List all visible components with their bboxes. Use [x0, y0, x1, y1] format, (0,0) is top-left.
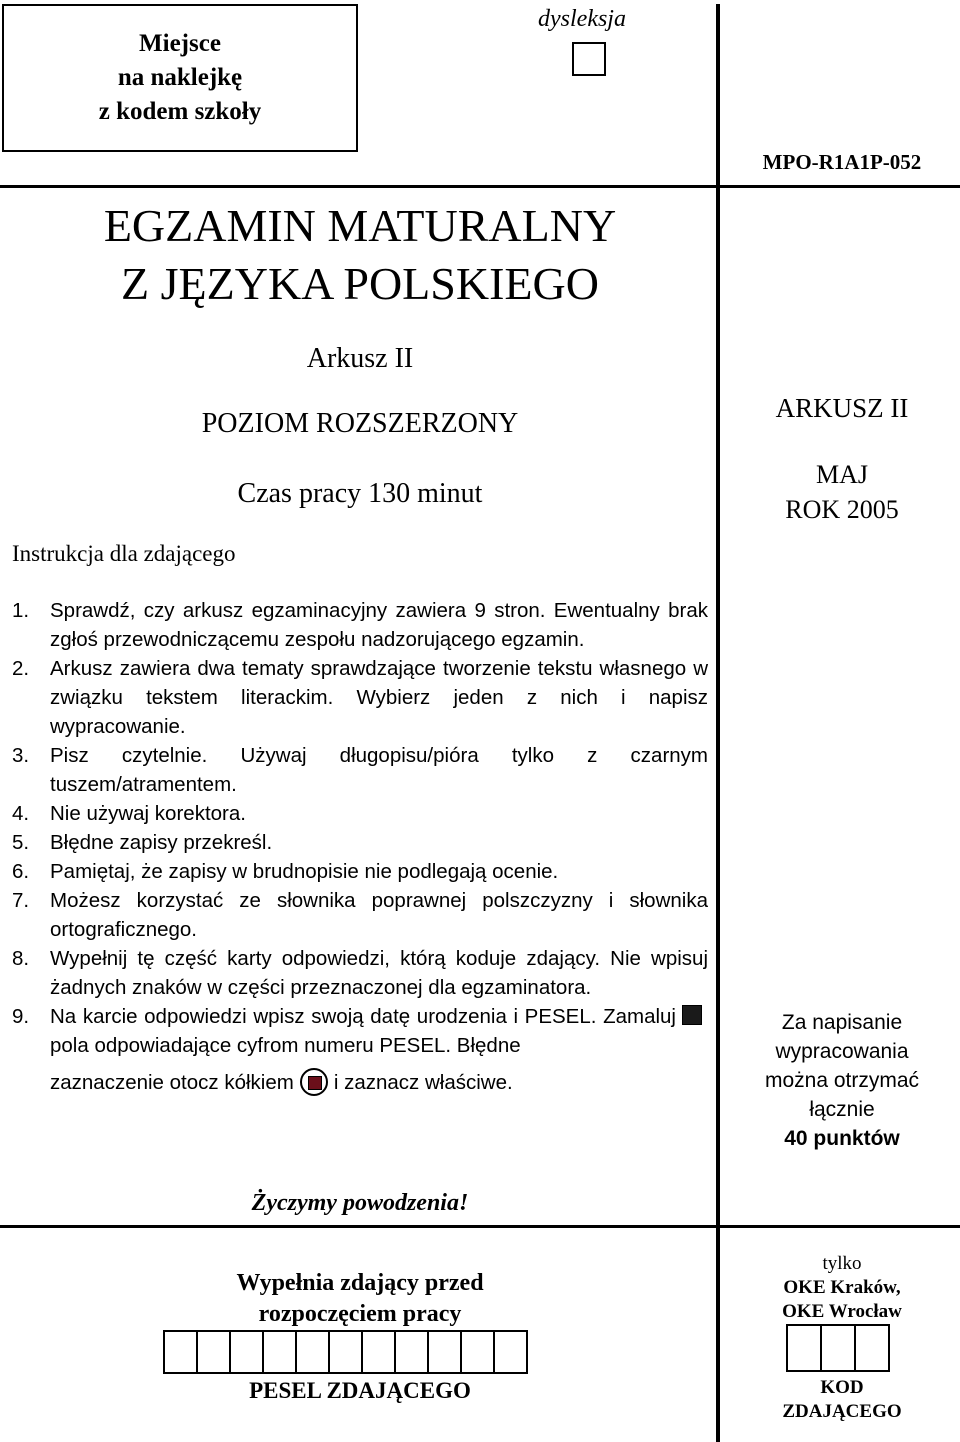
instruction-text: Błędne zapisy przekreśl. [50, 831, 273, 854]
instruction-number: 2. [12, 657, 30, 680]
pesel-digit-box[interactable] [163, 1330, 198, 1374]
pesel-digit-box[interactable] [196, 1330, 231, 1374]
instruction-text: Pamiętaj, że zapisy w brudnopisie nie podlegają ocenie. [50, 860, 559, 883]
header-divider [0, 185, 960, 188]
pesel-boxes [163, 1330, 526, 1374]
exam-title-line-2: Z JĘZYKA POLSKIEGO [121, 258, 599, 309]
points-line-1: Za napisanie [781, 1011, 903, 1034]
instruction-text: i zaznacz właściwe. [333, 1071, 513, 1094]
time-label: Czas pracy 130 minut [237, 478, 483, 509]
kod-boxes [786, 1324, 888, 1372]
instruction-text: Pisz czytelnie. Używaj długopisu/pióra tylko z czarnym tuszem/atramentem. [50, 744, 708, 796]
oke-line-1: OKE Kraków, [783, 1277, 901, 1298]
instruction-text: Możesz korzystać ze słownika poprawnej polszczyzny i słownika ortograficznego. [50, 889, 708, 941]
sticker-line-1: Miejsce [139, 30, 221, 57]
points-info [724, 1008, 960, 1153]
points-total: 40 punktów [784, 1127, 900, 1150]
pesel-digit-box[interactable] [394, 1330, 429, 1374]
side-month: MAJ [815, 460, 868, 489]
instruction-item [12, 741, 708, 799]
exam-code: MPO-R1A1P-052 [762, 150, 922, 174]
instruction-text: zaznaczenie otocz kółkiem [50, 1071, 294, 1094]
level-label: POZIOM ROZSZERZONY [201, 408, 519, 439]
instruction-text: Nie używaj korektora. [50, 802, 246, 825]
instruction-number: 1. [12, 599, 30, 622]
instruction-item [12, 596, 708, 654]
kod-line-2: ZDAJĄCEGO [782, 1401, 902, 1422]
instruction-text: Sprawdź, czy arkusz egzaminacyjny zawiera 9 stron. Ewentualny brak zgłoś przewodniczącemu zespołu nadzorującego egzamin. [50, 599, 708, 651]
instruction-number: 6. [12, 860, 30, 883]
kod-digit-box[interactable] [854, 1324, 890, 1372]
instruction-text: pola odpowiadające cyfrom numeru PESEL. Błędne [50, 1034, 521, 1057]
instruction-row [50, 1068, 708, 1097]
circled-square-icon [300, 1068, 328, 1096]
filled-square-icon [682, 1005, 702, 1025]
instruction-item [12, 944, 708, 1002]
pesel-digit-box[interactable] [361, 1330, 396, 1374]
footer-divider [0, 1225, 960, 1228]
exam-title-line-1: EGZAMIN MATURALNY [103, 200, 617, 251]
kod-line-1: KOD [820, 1377, 864, 1398]
instructions-heading: Instrukcja dla zdającego [12, 541, 236, 566]
instruction-number: 8. [12, 947, 30, 970]
instruction-number: 5. [12, 831, 30, 854]
pesel-digit-box[interactable] [427, 1330, 462, 1374]
sheet-label: Arkusz II [306, 343, 414, 374]
fill-line-1: Wypełnia zdający przed [236, 1270, 484, 1296]
sticker-box [2, 4, 358, 152]
pesel-digit-box[interactable] [328, 1330, 363, 1374]
instruction-number: 7. [12, 889, 30, 912]
kod-digit-box[interactable] [786, 1324, 822, 1372]
fill-line-2: rozpoczęciem pracy [258, 1301, 462, 1327]
instruction-number: 9. [12, 1005, 30, 1028]
pesel-digit-box[interactable] [262, 1330, 297, 1374]
instruction-item [12, 857, 708, 886]
dyslexia-label: dysleksja [538, 6, 626, 32]
points-line-3: można otrzymać [764, 1069, 920, 1092]
instruction-text: Na karcie odpowiedzi wpisz swoją datę urodzenia i PESEL. Zamaluj [50, 1005, 676, 1028]
oke-label [724, 1252, 960, 1324]
points-line-4: łącznie [809, 1098, 875, 1121]
instruction-number: 3. [12, 744, 30, 767]
kod-label [724, 1376, 960, 1424]
oke-line-2: OKE Wrocław [782, 1301, 902, 1322]
pesel-digit-box[interactable] [295, 1330, 330, 1374]
good-luck-text: Życzymy powodzenia! [251, 1190, 469, 1216]
kod-digit-box[interactable] [820, 1324, 856, 1372]
oke-only: tylko [822, 1253, 862, 1274]
instructions-list [12, 596, 708, 1097]
side-year: ROK 2005 [785, 495, 899, 524]
points-line-2: wypracowania [775, 1040, 909, 1063]
instruction-item [12, 1002, 708, 1097]
pesel-digit-box[interactable] [460, 1330, 495, 1374]
instruction-item [12, 886, 708, 944]
instruction-text: Wypełnij tę część karty odpowiedzi, którą koduje zdający. Nie wpisuj żadnych znaków w części przeznaczonej dla egzaminatora. [50, 947, 708, 999]
sticker-line-2: na naklejkę [117, 64, 243, 91]
instruction-text: Arkusz zawiera dwa tematy sprawdzające tworzenie tekstu własnego w związku tekstem literackim. Wybierz jeden z nich i napisz wypracowanie. [50, 657, 708, 738]
instruction-item [12, 828, 708, 857]
fill-instruction [160, 1268, 560, 1330]
side-sheet-label: ARKUSZ II [775, 393, 909, 423]
pesel-label: PESEL ZDAJĄCEGO [249, 1378, 471, 1403]
sticker-line-3: z kodem szkoły [98, 98, 262, 125]
dyslexia-checkbox[interactable] [572, 42, 606, 76]
pesel-digit-box[interactable] [229, 1330, 264, 1374]
instruction-number: 4. [12, 802, 30, 825]
instruction-item [12, 799, 708, 828]
instruction-item [12, 654, 708, 741]
pesel-digit-box[interactable] [493, 1330, 528, 1374]
